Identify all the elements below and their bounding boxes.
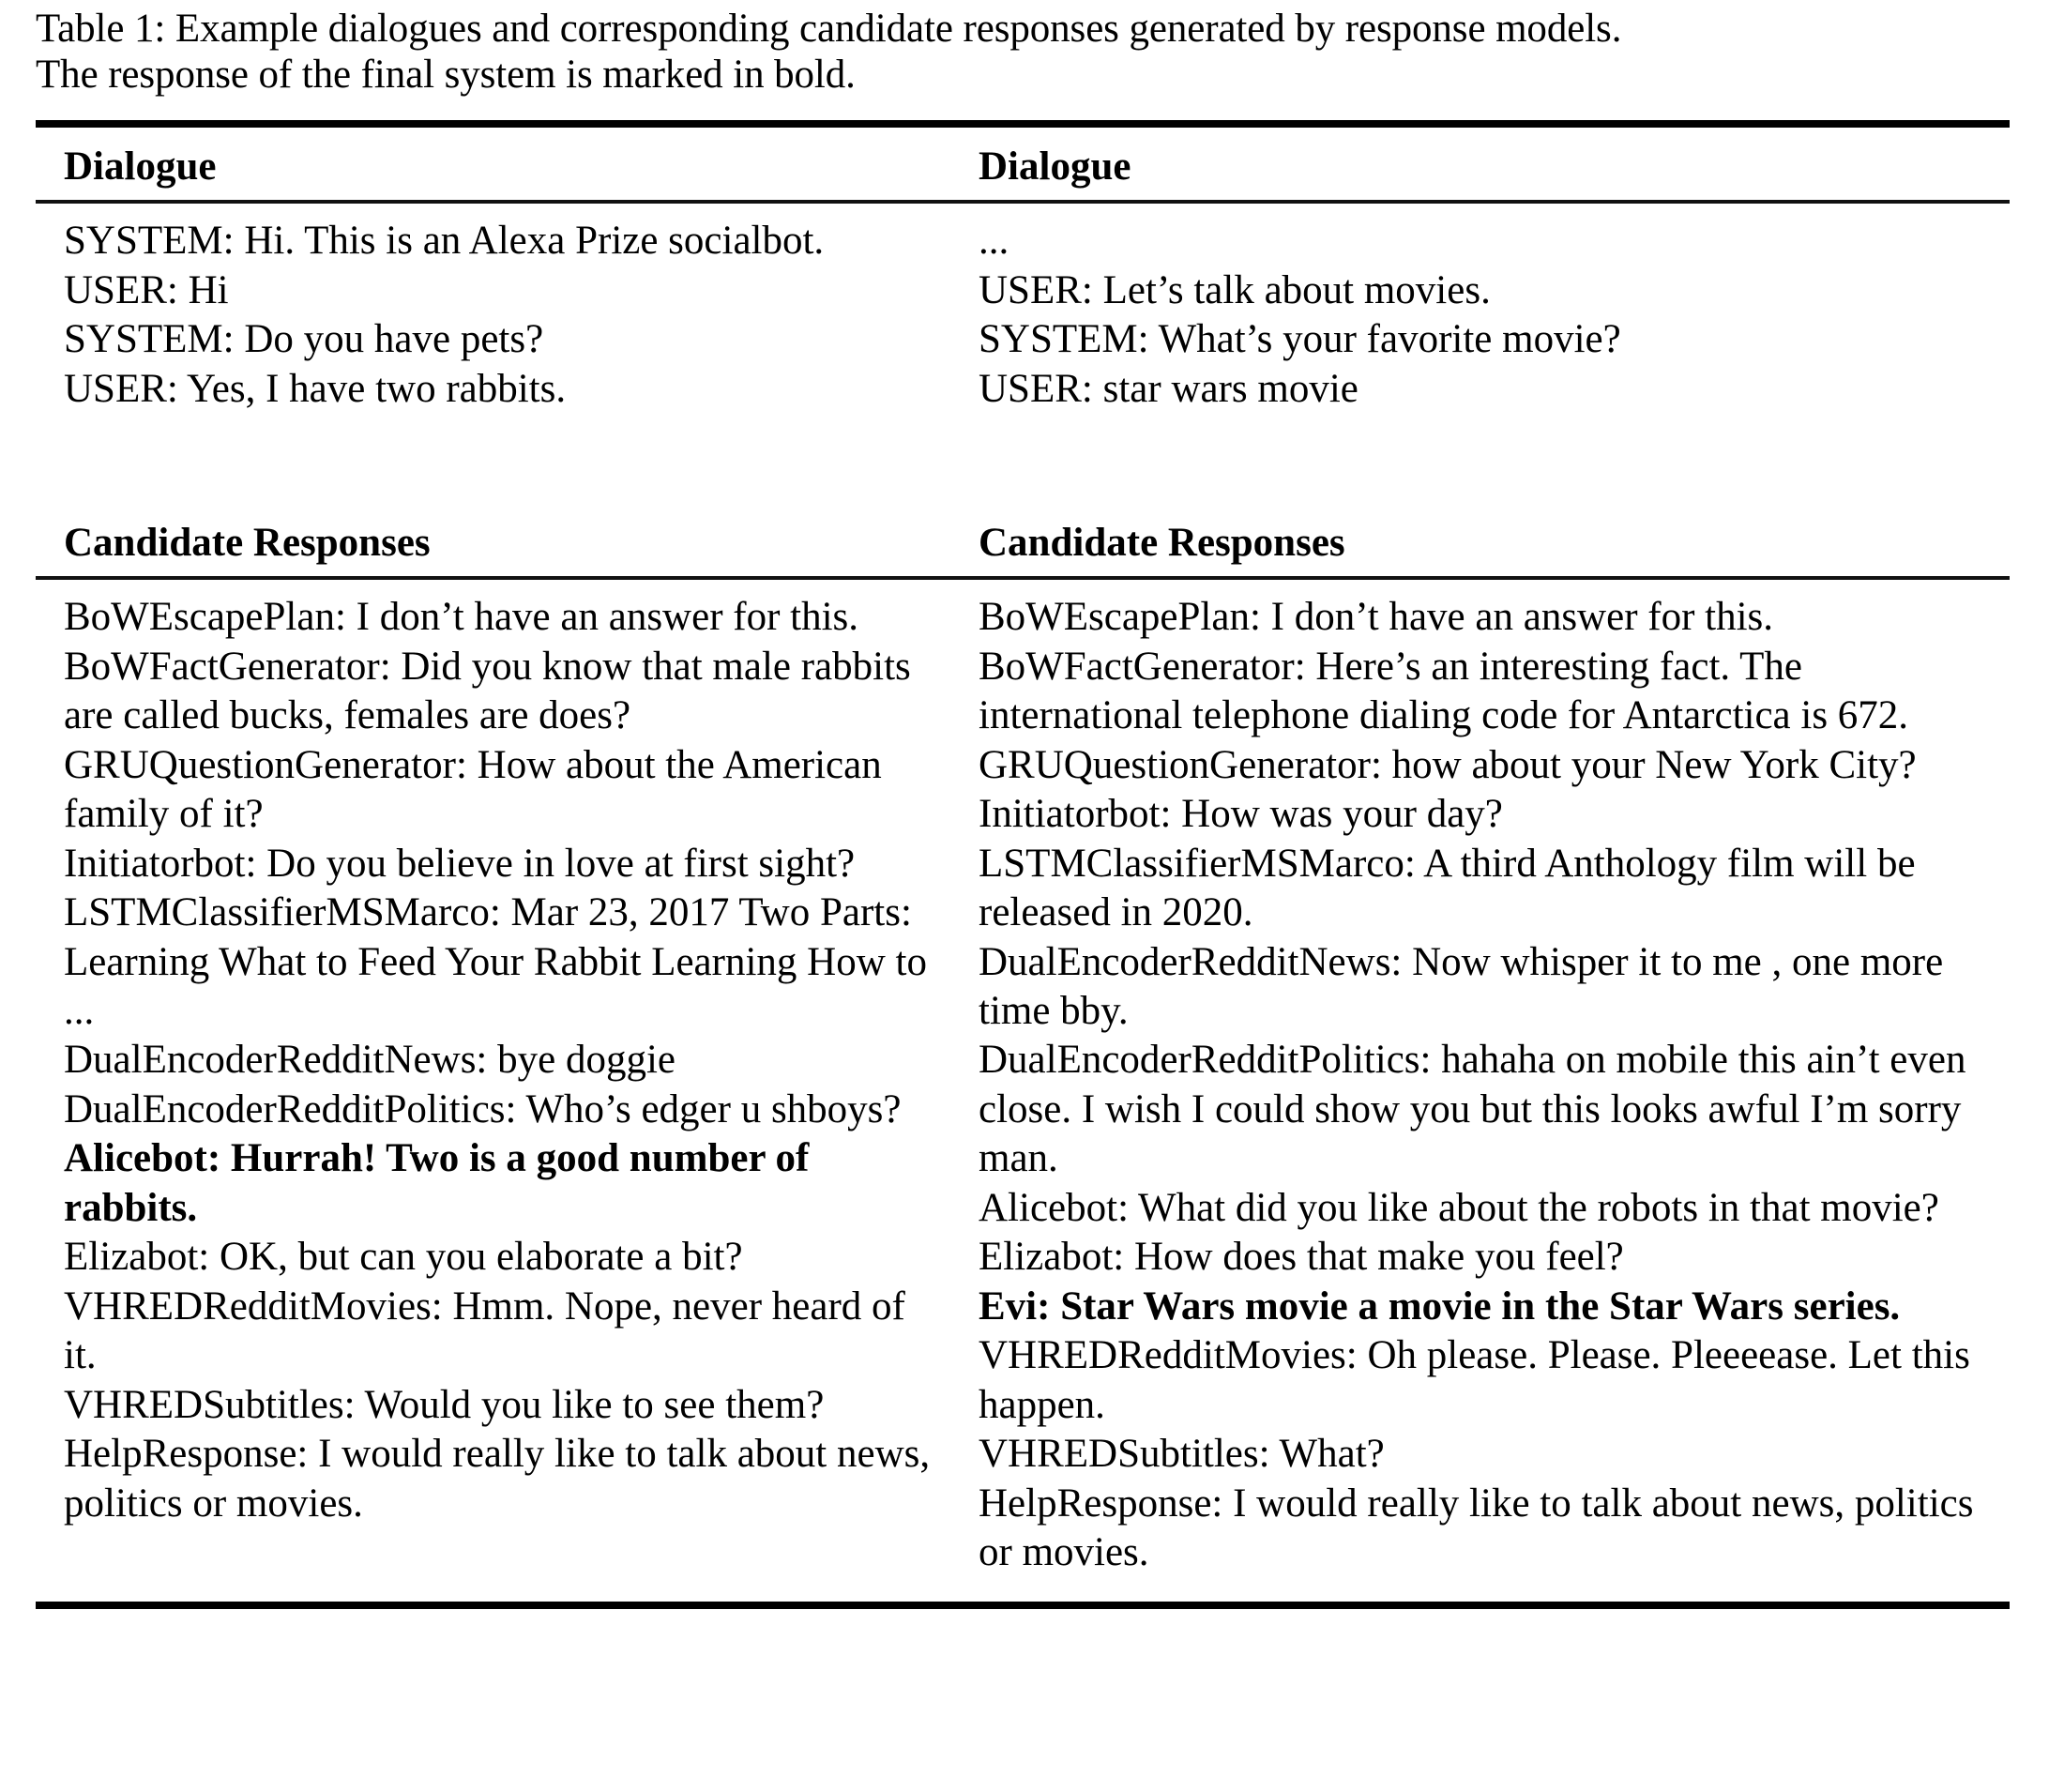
utterance-line: USER: Yes, I have two rabbits. [64,366,567,411]
bottom-gap [36,1577,2010,1602]
utterance-line: USER: Let’s talk about movies. [979,267,1491,312]
utterance-line: VHREDSubtitles: Would you like to see them? [64,1382,825,1427]
candidate-right-list [979,593,1996,1577]
utterance-line: SYSTEM: Hi. This is an Alexa Prize socialbot. [64,219,825,264]
candidate-left-list [64,593,937,1528]
utterance-line: Alicebot: Hurrah! Two is a good number of rabbits. [64,1136,810,1230]
dialogue-body-row [36,204,2010,414]
candidate-header-left-label: Candidate Responses [64,521,431,566]
utterance-line: USER: Hi [64,267,229,312]
utterance-line: DualEncoderRedditNews: bye doggie [64,1038,675,1083]
table-1 [36,120,2010,1609]
caption-line-1: Table 1: Example dialogues and corresponding candidate responses generated by response models. [36,7,1622,51]
utterance-line: BoWEscapePlan: I don’t have an answer for this. [979,595,1774,640]
dialogue-header-right-cell [950,144,2010,189]
utterance-line: SYSTEM: What’s your favorite movie? [979,317,1621,362]
utterance-line: Elizabot: How does that make you feel? [979,1235,1624,1280]
dialogue-right-cell [950,217,2010,414]
candidate-header-right-label: Candidate Responses [979,521,1345,566]
dialogue-header-right-label: Dialogue [979,144,1131,189]
utterance-line: VHREDRedditMovies: Oh please. Please. Pleeeease. Let this happen. [979,1333,1970,1427]
dialogue-left-cell [36,217,950,414]
utterance-line: Alicebot: What did you like about the robots in that movie? [979,1185,1939,1230]
utterance-line: Elizabot: OK, but can you elaborate a bit? [64,1235,743,1280]
utterance-line: VHREDRedditMovies: Hmm. Nope, never heard of it. [64,1283,905,1378]
utterance-line: BoWFactGenerator: Here’s an interesting fact. The international telephone dialing code for Antarctica is 672. [979,644,1909,738]
candidate-right-cell [950,593,2010,1577]
candidate-header-right-cell [950,521,2010,565]
utterance-line: BoWEscapePlan: I don’t have an answer for this. [64,595,859,640]
utterance-line: ... [979,219,1009,264]
utterance-line: HelpResponse: I would really like to talk about news, politics or movies. [64,1432,931,1526]
dialogue-header-left-cell [36,144,950,189]
utterance-line: DualEncoderRedditPolitics: Who’s edger u shboys? [64,1086,902,1131]
utterance-line: BoWFactGenerator: Did you know that male rabbits are called bucks, females are does? [64,644,911,738]
dialogue-header-left-label: Dialogue [64,144,217,189]
utterance-line: DualEncoderRedditPolitics: hahaha on mobile this ain’t even close. I wish I could show you but this looks awful I’m sorry man. [979,1038,1966,1181]
dialogue-left-list [64,217,937,414]
utterance-line: GRUQuestionGenerator: how about your New York City? [979,742,1917,787]
utterance-line: GRUQuestionGenerator: How about the American family of it? [64,742,882,837]
candidate-header-row [36,504,2010,576]
table-caption [36,6,2013,99]
utterance-line: SYSTEM: Do you have pets? [64,317,544,362]
utterance-line: USER: star wars movie [979,366,1358,411]
utterance-line: VHREDSubtitles: What? [979,1432,1385,1477]
section-spacer [36,414,2010,504]
candidate-left-cell [36,593,950,1577]
caption-line-2: The response of the final system is marked in bold. [36,53,856,98]
table-toprule [36,120,2010,128]
utterance-line: Evi: Star Wars movie a movie in the Star Wars series. [979,1283,1901,1329]
utterance-line: LSTMClassifierMSMarco: Mar 23, 2017 Two Parts: Learning What to Feed Your Rabbit Learning How to ... [64,890,927,1034]
candidate-body-row [36,580,2010,1577]
table-bottomrule [36,1602,2010,1609]
utterance-line: Initiatorbot: How was your day? [979,792,1503,837]
candidate-header-left-cell [36,521,950,565]
utterance-line: DualEncoderRedditNews: Now whisper it to me , one more time bby. [979,939,1944,1034]
dialogue-right-list [979,217,1996,414]
utterance-line: HelpResponse: I would really like to talk about news, politics or movies. [979,1481,1974,1575]
utterance-line: LSTMClassifierMSMarco: A third Anthology film will be released in 2020. [979,841,1916,935]
dialogue-header-row [36,128,2010,200]
utterance-line: Initiatorbot: Do you believe in love at first sight? [64,841,856,886]
